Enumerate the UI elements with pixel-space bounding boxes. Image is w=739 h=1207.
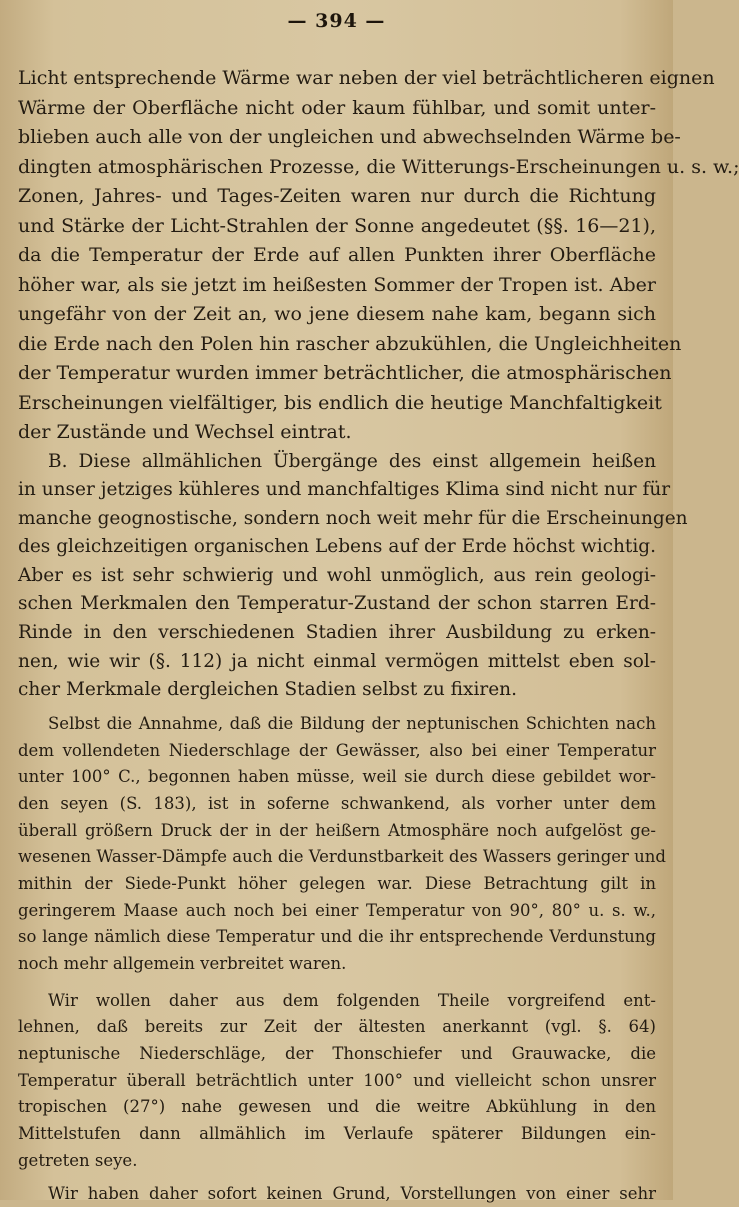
text-line: blieben auch alle von der ungleichen und abwechselnden Wärme be- — [18, 126, 681, 148]
text-line: höher war, als sie jetzt im heißesten Sommer der Tropen ist. Aber — [18, 273, 656, 296]
text-line: Licht entsprechende Wärme war neben der viel beträchtlicheren eignen — [18, 67, 715, 89]
text-line: noch mehr allgemein verbreitet waren. — [18, 954, 347, 974]
text-line: da die Temperatur der Erde auf allen Punkten ihrer Oberfläche — [18, 244, 656, 266]
text-line: Zonen, Jahres- und Tages-Zeiten waren nur durch die Richtung — [18, 185, 656, 207]
text-line: nen, wie wir (§. 112) ja nicht einmal vermögen mittelst eben sol- — [18, 650, 656, 672]
text-line: Erscheinungen vielfältiger, bis endlich die heutige Manchfaltigkeit — [18, 391, 662, 414]
text-line: manche geognostische, sondern noch weit mehr für die Erscheinungen — [18, 507, 688, 529]
text-line: Selbst die Annahme, daß die Bildung der neptunischen Schichten nach — [48, 713, 656, 733]
text-line: Wir wollen daher aus dem folgenden Theile vorgreifend ent- — [48, 990, 656, 1010]
text-line: mithin der Siede-Punkt höher gelegen war. Diese Betrachtung gilt in — [18, 873, 656, 893]
paragraph-3 — [18, 711, 666, 978]
page-number: — 394 — — [287, 10, 386, 32]
text-line: der Zustände und Wechsel eintrat. — [18, 421, 352, 443]
text-line: dem vollendeten Niederschlage der Gewässer, also bei einer Temperatur — [18, 740, 656, 760]
text-line: des gleichzeitigen organischen Lebens auf der Erde höchst wichtig. — [18, 536, 656, 558]
text-line: wesenen Wasser-Dämpfe auch die Verdunstbarkeit des Wassers geringer und — [18, 847, 666, 867]
text-line: Rinde in den verschiedenen Stadien ihrer Ausbildung zu erken- — [18, 622, 656, 644]
text-line: die Erde nach den Polen hin rascher abzukühlen, die Ungleichheiten — [18, 332, 682, 355]
paragraph-2 — [18, 448, 688, 705]
text-line: geringerem Maase auch noch bei einer Temperatur von 90°, 80° u. s. w., — [18, 900, 656, 920]
text-line: Mittelstufen dann allmählich im Verlaufe späterer Bildungen ein- — [18, 1124, 656, 1144]
page-body — [18, 64, 739, 1207]
paragraph-4 — [18, 988, 656, 1175]
text-line: Temperatur überall beträchtlich unter 100° und vielleicht schon unsrer — [18, 1070, 656, 1090]
paragraph-5 — [18, 1181, 656, 1207]
text-line: unter 100° C., begonnen haben müsse, weil sie durch diese gebildet wor- — [18, 767, 656, 787]
text-line: ungefähr von der Zeit an, wo jene diesem nahe kam, begann sich — [18, 303, 656, 325]
text-line: der Temperatur wurden immer beträchtlicher, die atmosphärischen — [18, 362, 672, 384]
text-line: getreten seye. — [18, 1150, 138, 1170]
text-line: Aber es ist sehr schwierig und wohl unmöglich, aus rein geologi- — [18, 564, 656, 586]
text-line: den seyen (S. 183), ist in soferne schwankend, als vorher unter dem — [18, 793, 656, 813]
text-line: und Stärke der Licht-Strahlen der Sonne angedeutet (§§. 16—21), — [18, 214, 656, 237]
text-line: cher Merkmale dergleichen Stadien selbst zu fixiren. — [18, 679, 517, 701]
text-line: neptunische Niederschläge, der Thonschiefer und Grauwacke, die — [18, 1044, 656, 1064]
text-line: tropischen (27°) nahe gewesen und die weitre Abkühlung in den — [18, 1097, 656, 1117]
text-line: B. Diese allmählichen Übergänge des einst allgemein heißen — [48, 450, 656, 472]
text-line: schen Merkmalen den Temperatur-Zustand der schon starren Erd- — [18, 593, 656, 615]
text-line: so lange nämlich diese Temperatur und die ihr entsprechende Verdunstung — [18, 927, 656, 947]
text-line: dingten atmosphärischen Prozesse, die Witterungs-Erscheinungen u. s. w.; — [18, 155, 739, 178]
text-line: Wir haben daher sofort keinen Grund, Vorstellungen von einer sehr — [48, 1183, 656, 1203]
text-line: Wärme der Oberfläche nicht oder kaum fühlbar, und somit unter- — [18, 96, 656, 119]
text-line: in unser jetziges kühleres und manchfaltiges Klima sind nicht nur für — [18, 479, 671, 501]
paragraph-1 — [18, 64, 739, 448]
text-line: überall größern Druck der in der heißern Atmosphäre noch aufgelöst ge- — [18, 820, 656, 840]
text-line: lehnen, daß bereits zur Zeit der ältesten anerkannt (vgl. §. 64) — [18, 1017, 656, 1037]
